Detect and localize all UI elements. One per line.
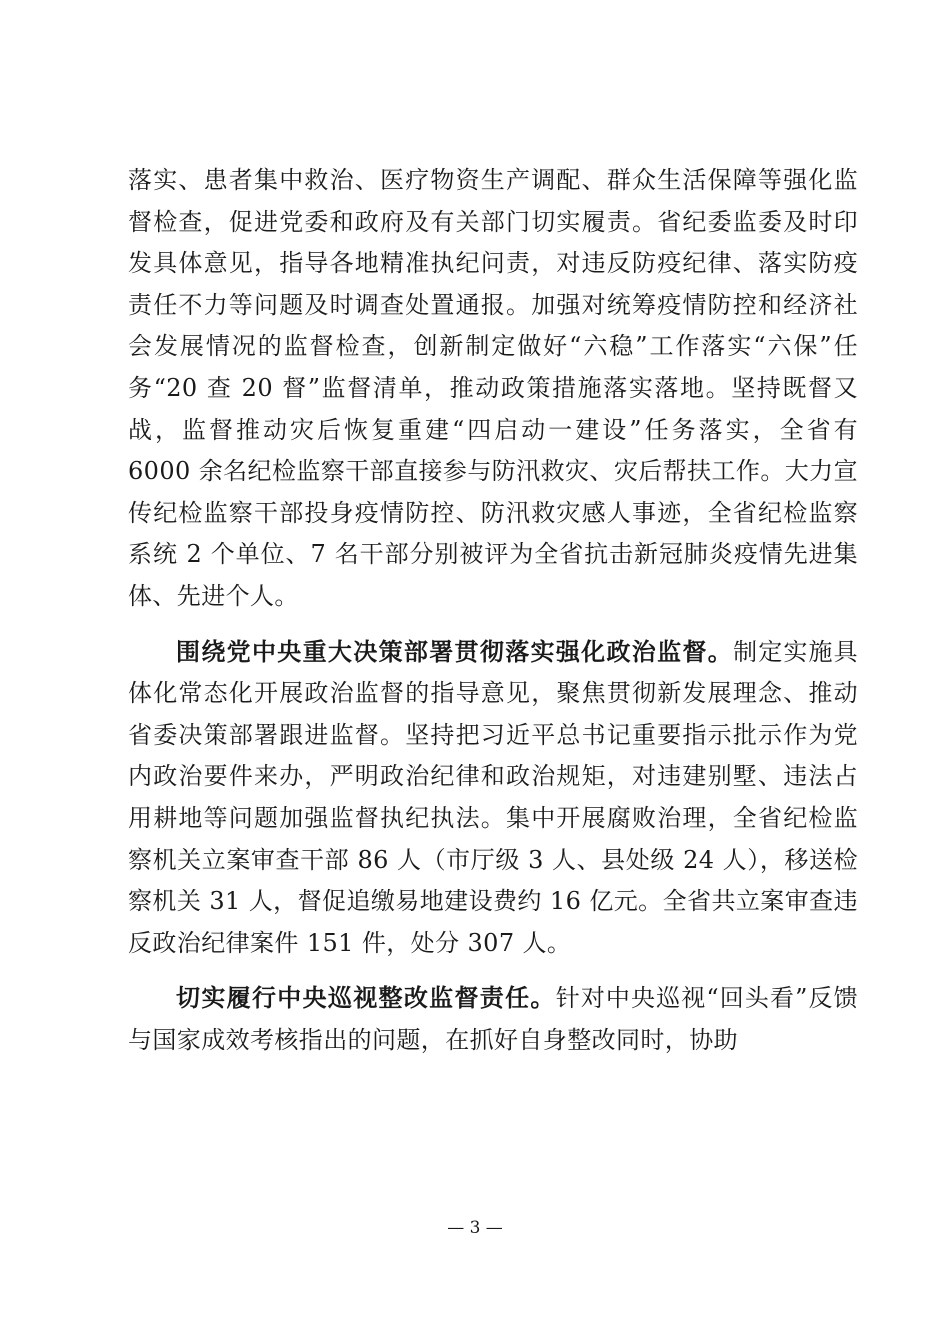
paragraph-2-heading: 围绕党中央重大决策部署贯彻落实强化政治监督。	[176, 637, 734, 666]
paragraph-2-text: 制定实施具体化常态化开展政治监督的指导意见，聚焦贯彻新发展理念、推动省委决策部署跟进监督。坚持把习近平总书记重要指示批示作为党内政治要件来办，严明政治纪律和政治规矩，对违建别墅、违法占用耕地等问题加强监督执纪执法。集中开展腐败治理，全省纪检监察机关立案审查干部 86 人（市厅级 3 人、县处级 24 人），移送检察机关 31 人，督促追缴易地建设费约 16 亿元。全省共立案审查违反政治纪律案件 151 件，处分 307 人。	[128, 637, 859, 957]
paragraph-3-text: 针对中央巡视“回头看”反馈与国家成效考核指出的问题，在抓好自身整改同时，协助	[128, 984, 858, 1054]
paragraph-3-heading: 切实履行中央巡视整改监督责任。	[176, 984, 556, 1013]
paragraph-2	[128, 632, 858, 965]
page-number: — 3 —	[447, 1218, 503, 1238]
paragraph-1-text: 落实、患者集中救治、医疗物资生产调配、群众生活保障等强化监督检查，促进党委和政府及有关部门切实履责。省纪委监委及时印发具体意见，指导各地精准执纪问责，对违反防疫纪律、落实防疫责任不力等问题及时调查处置通报。加强对统筹疫情防控和经济社会发展情况的监督检查，创新制定做好“六稳”工作落实“六保”任务“20 查 20 督”监督清单，推动政策措施落实落地。坚持既督又战，监督推动灾后恢复重建“四启动一建设”任务落实，全省有 6000 余名纪检监察干部直接参与防汛救灾、灾后帮扶工作。大力宣传纪检监察干部投身疫情防控、防汛救灾感人事迹，全省纪检监察系统 2 个单位、7 名干部分别被评为全省抗击新冠肺炎疫情先进集体、先进个人。	[128, 166, 858, 610]
body-text	[128, 160, 858, 1061]
paragraph-3	[128, 978, 858, 1061]
paragraph-1	[128, 160, 858, 618]
